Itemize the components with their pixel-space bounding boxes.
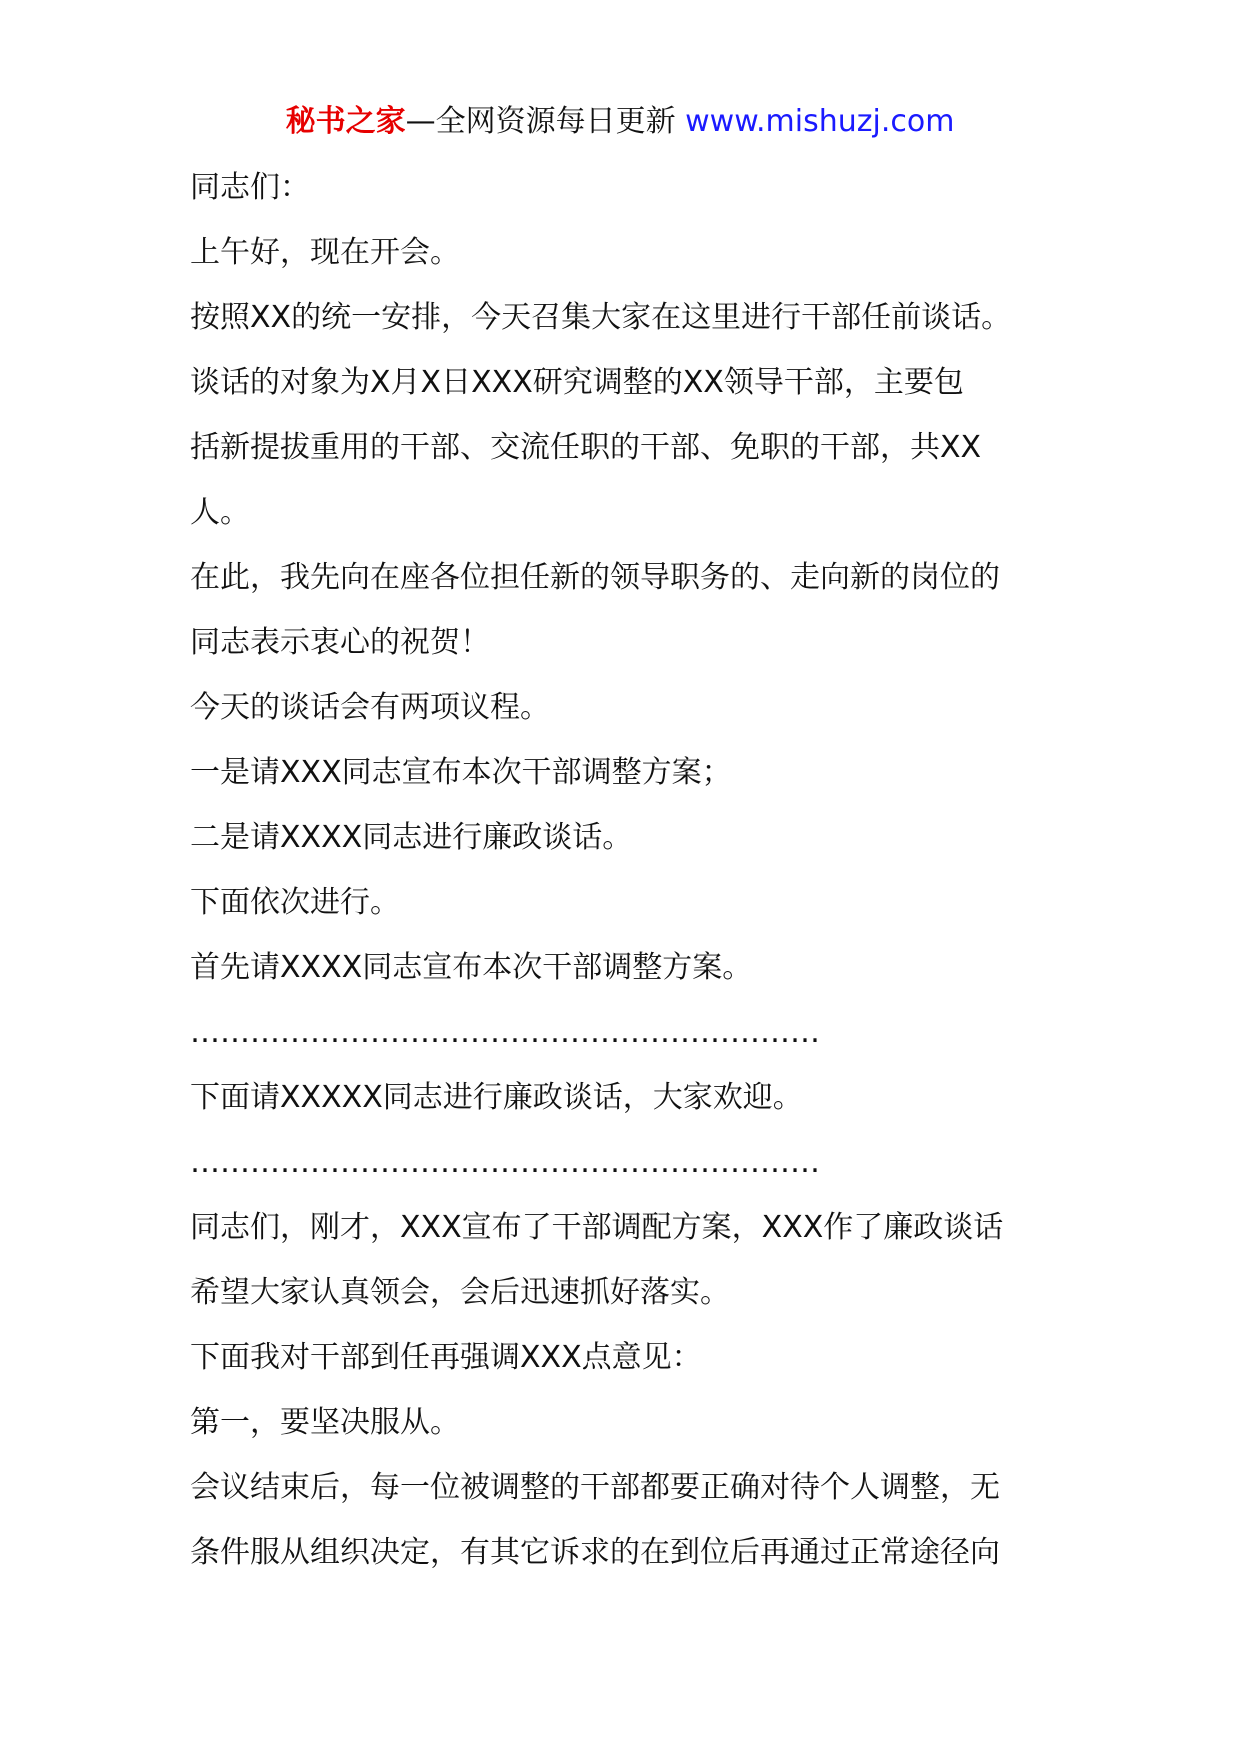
text-line: 人。 (190, 495, 250, 530)
text-line: 括新提拔重用的干部、交流任职的干部、免职的干部，共XX (190, 430, 982, 465)
header-brand: 秘书之家 (285, 104, 406, 139)
text-line: 在此，我先向在座各位担任新的领导职务的、走向新的岗位的 (190, 560, 1000, 595)
text-line: 首先请XXXX同志宣布本次干部调整方案。 (190, 950, 753, 985)
text-line: 今天的谈话会有两项议程。 (190, 690, 550, 725)
text-line: 一是请XXX同志宣布本次干部调整方案； (190, 755, 732, 790)
text-line: 第一，要坚决服从。 (190, 1405, 460, 1440)
text-line: 同志表示衷心的祝贺！ (190, 625, 490, 660)
page-header (0, 100, 1240, 144)
text-line: 下面我对干部到任再强调XXX点意见： (190, 1340, 702, 1375)
text-line: 下面请XXXXX同志进行廉政谈话，大家欢迎。 (190, 1080, 803, 1115)
text-line: 下面依次进行。 (190, 885, 400, 920)
text-line: 同志们： (190, 170, 310, 205)
text-line: 会议结束后，每一位被调整的干部都要正确对待个人调整，无 (190, 1470, 1000, 1505)
document-body (190, 166, 1070, 1596)
header-site-link[interactable]: www.mishuzj.com (685, 104, 955, 139)
text-line: 希望大家认真领会，会后迅速抓好落实。 (190, 1275, 730, 1310)
text-line: 上午好，现在开会。 (190, 235, 460, 270)
text-line: 谈话的对象为X月X日XXX研究调整的XX领导干部，主要包 (190, 365, 964, 400)
ellipsis-separator: ……………………………………………………… (190, 1145, 820, 1180)
ellipsis-separator: ……………………………………………………… (190, 1015, 820, 1050)
text-line: 二是请XXXX同志进行廉政谈话。 (190, 820, 633, 855)
header-tagline: —全网资源每日更新 (405, 104, 676, 139)
text-line: 按照XX的统一安排，今天召集大家在这里进行干部任前谈话。 (190, 300, 1012, 335)
text-line: 同志们，刚才，XXX宣布了干部调配方案，XXX作了廉政谈话 (190, 1210, 1004, 1245)
text-line: 条件服从组织决定，有其它诉求的在到位后再通过正常途径向 (190, 1535, 1000, 1570)
